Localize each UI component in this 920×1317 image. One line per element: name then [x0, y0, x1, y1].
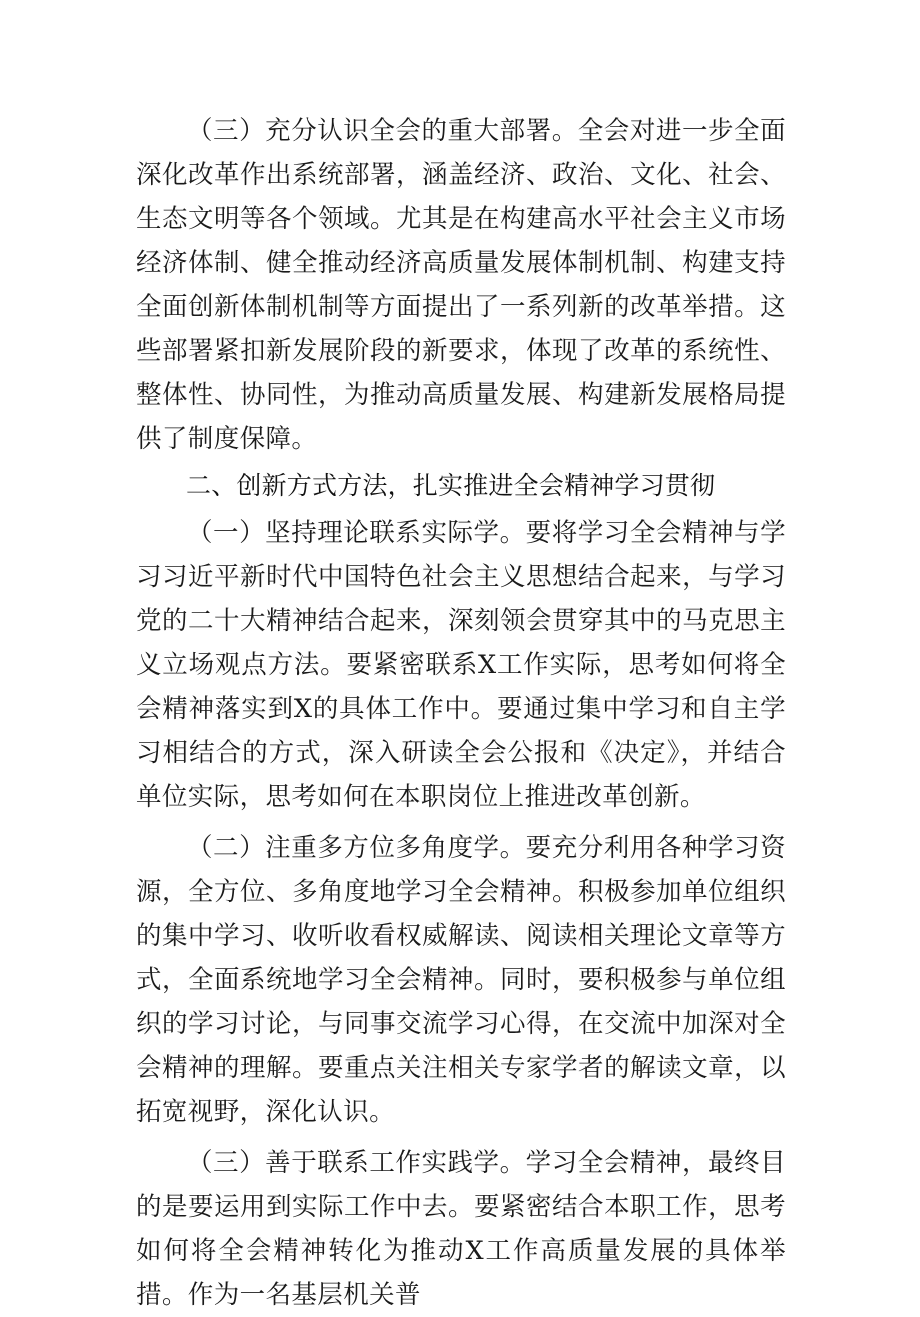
- paragraph-major-deployment: （三）充分认识全会的重大部署。全会对进一步全面深化改革作出系统部署，涵盖经济、政治、文化、社会、生态文明等各个领域。尤其是在构建高水平社会主义市场经济体制、健全推动经济高质量发展体制机制、构建支持全面创新体制机制等方面提出了一系列新的改革举措。这些部署紧扣新发展阶段的新要求，体现了改革的系统性、整体性、协同性，为推动高质量发展、构建新发展格局提供了制度保障。: [136, 116, 786, 454]
- paragraph-multi-angle-study: （二）注重多方位多角度学。要充分利用各种学习资源，全方位、多角度地学习全会精神。积极参加单位组织的集中学习、收听收看权威解读、阅读相关理论文章等方式，全面系统地学习全会精神。同时，要积极参与单位组织的学习讨论，与同事交流学习心得，在交流中加深对全会精神的理解。要重点关注相关专家学者的解读文章，以拓宽视野，深化认识。: [136, 833, 786, 1127]
- section-heading-innovate-methods: 二、创新方式方法，扎实推进全会精神学习贯彻: [186, 471, 716, 500]
- document-body: [136, 109, 786, 1317]
- paragraph-theory-with-practice: （一）坚持理论联系实际学。要将学习全会精神与学习习近平新时代中国特色社会主义思想结合起来，与学习党的二十大精神结合起来，深刻领会贯穿其中的马克思主义立场观点方法。要紧密联系X工作实际，思考如何将全会精神落实到X的具体工作中。要通过集中学习和自主学习相结合的方式，深入研读全会公报和《决定》，并结合单位实际，思考如何在本职岗位上推进改革创新。: [136, 518, 786, 812]
- paragraph-work-practice-study: （三）善于联系工作实践学。学习全会精神，最终目的是要运用到实际工作中去。要紧密结合本职工作，思考如何将全会精神转化为推动X工作高质量发展的具体举措。作为一名基层机关普: [136, 1148, 786, 1310]
